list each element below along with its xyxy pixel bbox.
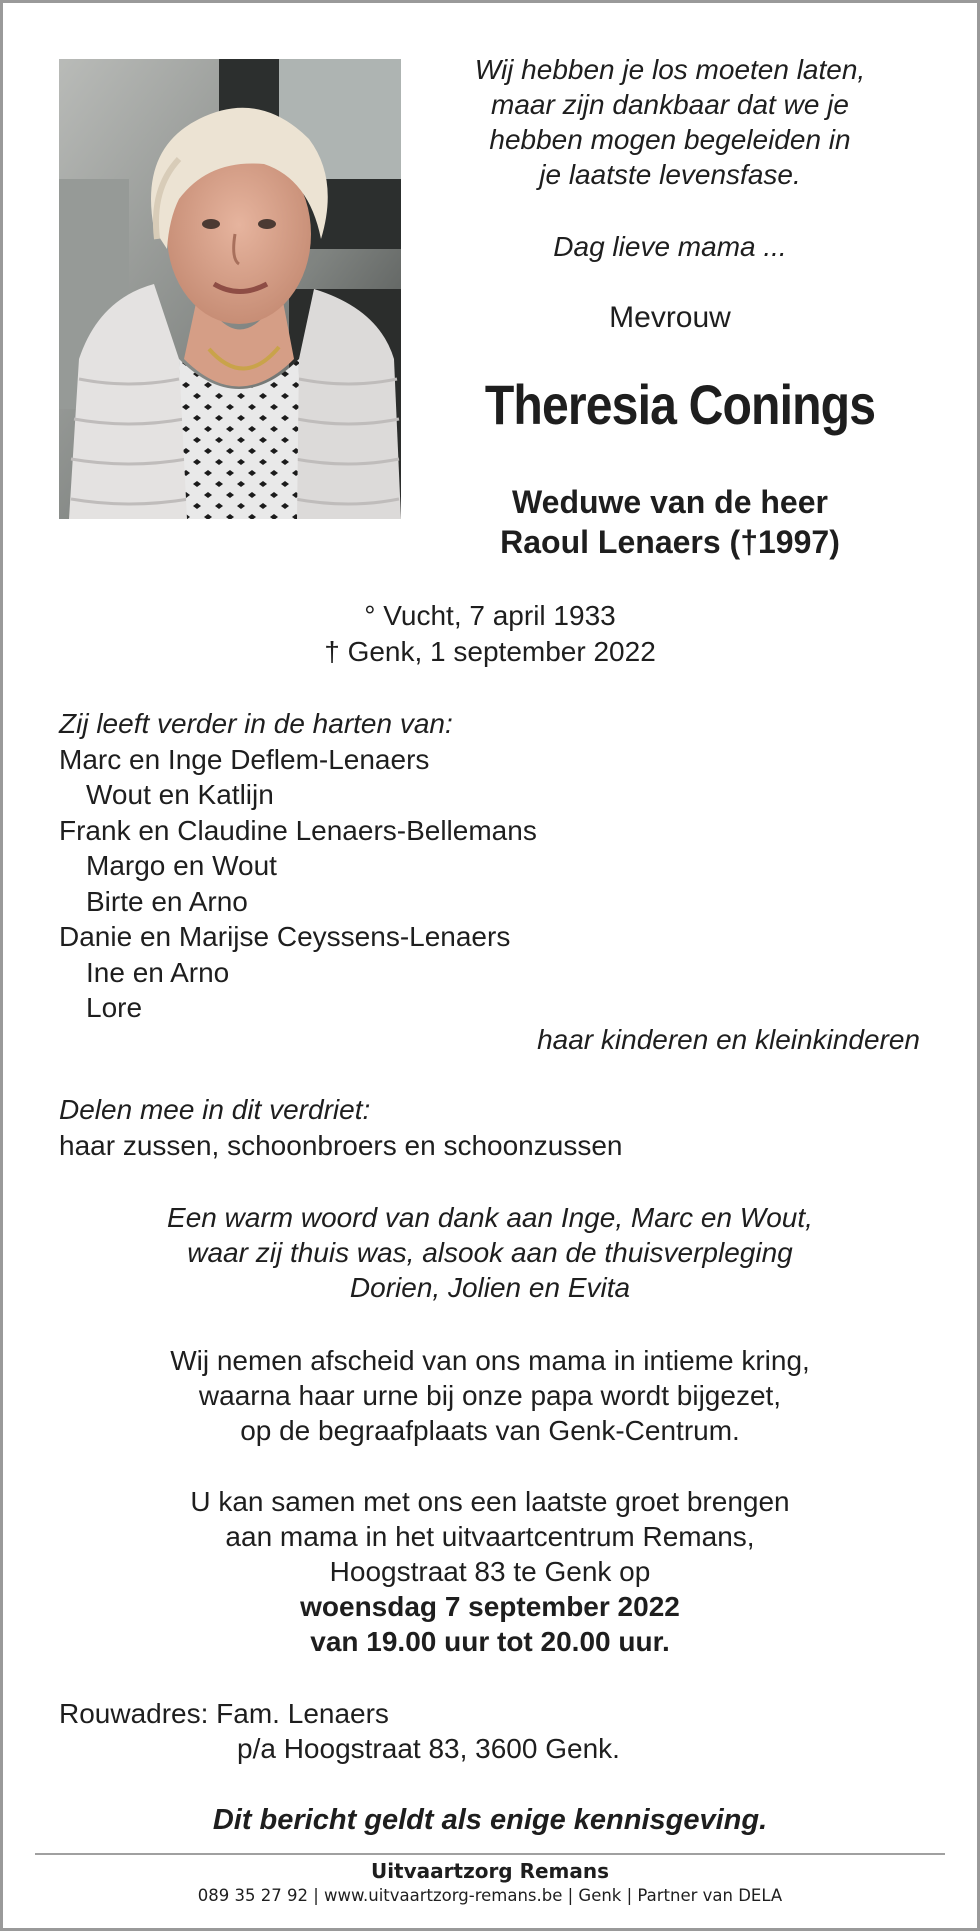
- thanks-line: waar zij thuis was, alsook aan de thuisverpleging: [187, 1237, 793, 1268]
- deceased-name: Theresia Conings: [484, 373, 876, 436]
- life-dates: [200, 598, 780, 670]
- widow-line: Weduwe van de heer: [512, 484, 828, 520]
- mourning-address: [59, 1696, 919, 1766]
- ceremony-line: op de begraafplaats van Genk-Centrum.: [240, 1415, 740, 1446]
- thanks-line: Een warm woord van dank aan Inge, Marc en Wout,: [167, 1202, 813, 1233]
- widow-of: [420, 482, 920, 562]
- sharing-text: haar zussen, schoonbroers en schoonzussen: [59, 1130, 623, 1161]
- thanks-block: [60, 1200, 920, 1305]
- family-member: Ine en Arno: [86, 956, 230, 988]
- family-signature: haar kinderen en kleinkinderen: [537, 1024, 920, 1055]
- sharing-intro: Delen mee in dit verdriet:: [59, 1094, 371, 1125]
- family-member: Lore: [86, 992, 143, 1023]
- family-member: Wout en Katlijn: [86, 779, 274, 810]
- funeral-home-name: Uitvaartzorg Remans: [370, 1859, 610, 1883]
- visit-time: van 19.00 uur tot 20.00 uur.: [310, 1626, 670, 1657]
- family-member: Birte en Arno: [86, 885, 248, 917]
- notice-text: Dit bericht geldt als enige kennisgeving.: [212, 1804, 768, 1836]
- honorific: Mevrouw: [609, 301, 731, 334]
- birth-date: ° Vucht, 7 april 1933: [364, 600, 616, 631]
- visit-block: [60, 1484, 920, 1659]
- ceremony-block: [60, 1343, 920, 1448]
- footer-divider: [35, 1853, 945, 1855]
- farewell-line: Dag lieve mama ...: [553, 231, 787, 262]
- ceremony-line: Wij nemen afscheid van ons mama in intieme kring,: [170, 1345, 810, 1376]
- family-list: [59, 706, 939, 1026]
- poem-line: maar zijn dankbaar dat we je: [491, 89, 849, 120]
- visit-line: aan mama in het uitvaartcentrum Remans,: [225, 1521, 755, 1552]
- family-intro: Zij leeft verder in de harten van:: [59, 708, 453, 739]
- family-member: Danie en Marijse Ceyssens-Lenaers: [59, 921, 511, 952]
- ceremony-line: waarna haar urne bij onze papa wordt bijgezet,: [198, 1380, 782, 1411]
- poem-line: Wij hebben je los moeten laten,: [474, 54, 866, 85]
- poem-line: je laatste levensfase.: [539, 159, 801, 190]
- family-member: Marc en Inge Deflem-Lenaers: [59, 743, 430, 775]
- portrait-photo: [59, 59, 401, 519]
- poem: [420, 52, 920, 192]
- visit-line: U kan samen met ons een laatste groet brengen: [190, 1486, 790, 1517]
- funeral-home-contact: 089 35 27 92 | www.uitvaartzorg-remans.be | Genk | Partner van DELA: [197, 1886, 783, 1905]
- death-date: † Genk, 1 september 2022: [324, 636, 656, 667]
- family-member: Frank en Claudine Lenaers-Bellemans: [59, 814, 537, 846]
- family-member: Margo en Wout: [86, 850, 277, 881]
- address-line: Rouwadres: Fam. Lenaers: [59, 1698, 389, 1729]
- visit-line: Hoogstraat 83 te Genk op: [329, 1556, 651, 1587]
- address-line: p/a Hoogstraat 83, 3600 Genk.: [237, 1733, 620, 1764]
- sharing-block: [59, 1092, 919, 1164]
- widow-line: Raoul Lenaers (†1997): [500, 524, 840, 560]
- poem-line: hebben mogen begeleiden in: [489, 124, 851, 155]
- visit-date: woensdag 7 september 2022: [300, 1591, 680, 1622]
- thanks-line: Dorien, Jolien en Evita: [349, 1272, 631, 1303]
